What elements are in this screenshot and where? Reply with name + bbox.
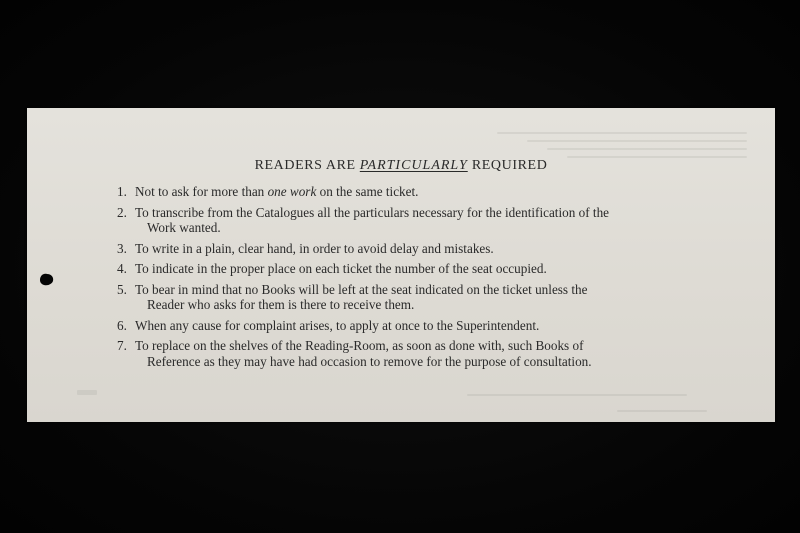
rule-text: To bear in mind that no Books will be left at the seat indicated on the ticket unless the — [135, 281, 588, 297]
show-through-mark — [77, 390, 97, 395]
rule-item — [117, 184, 697, 200]
ticket-heading — [27, 158, 775, 174]
rule-item — [117, 282, 697, 313]
rule-number: 4. — [117, 261, 127, 276]
heading-text: REQUIRED — [467, 158, 548, 173]
show-through-mark — [547, 148, 747, 150]
rule-text-continuation: Reference as they may have had occasion to remove for the purpose of consultation. — [147, 353, 592, 369]
rule-text: To transcribe from the Catalogues all the particulars necessary for the identification of the — [135, 204, 610, 220]
rule-text: When any cause for complaint arises, to apply at once to the Superintendent. — [135, 317, 540, 333]
rule-text-continuation: Reader who asks for them is there to receive them. — [147, 297, 415, 312]
show-through-mark — [617, 410, 707, 412]
rule-text: To write in a plain, clear hand, in order to avoid delay and mistakes. — [135, 240, 494, 256]
show-through-mark — [467, 394, 687, 396]
reading-room-ticket — [27, 108, 775, 422]
punch-hole-icon — [37, 270, 57, 288]
rule-text: Not to ask for more than one work on the same ticket. — [135, 184, 419, 199]
rule-item — [117, 241, 697, 257]
rule-text-continuation: Work wanted. — [147, 220, 221, 235]
rule-emphasis: one work — [267, 184, 317, 199]
rule-text: To indicate in the proper place on each ticket the number of the seat occupied. — [135, 261, 547, 276]
show-through-mark — [527, 140, 747, 142]
rule-number: 2. — [117, 204, 127, 220]
rule-item — [117, 338, 697, 369]
rules-list — [117, 184, 697, 374]
rule-number: 5. — [117, 281, 127, 297]
rule-item — [117, 261, 697, 277]
heading-text: READERS ARE — [254, 158, 360, 173]
rule-number: 3. — [117, 240, 127, 256]
show-through-mark — [497, 132, 747, 134]
rule-number: 1. — [117, 184, 127, 199]
rule-number: 6. — [117, 317, 127, 333]
heading-emphasis: PARTICULARLY — [359, 158, 468, 173]
rule-number: 7. — [117, 338, 127, 353]
rule-item — [117, 318, 697, 334]
rule-item — [117, 205, 697, 236]
rule-text: To replace on the shelves of the Reading-Room, as soon as done with, such Books of — [135, 338, 584, 353]
